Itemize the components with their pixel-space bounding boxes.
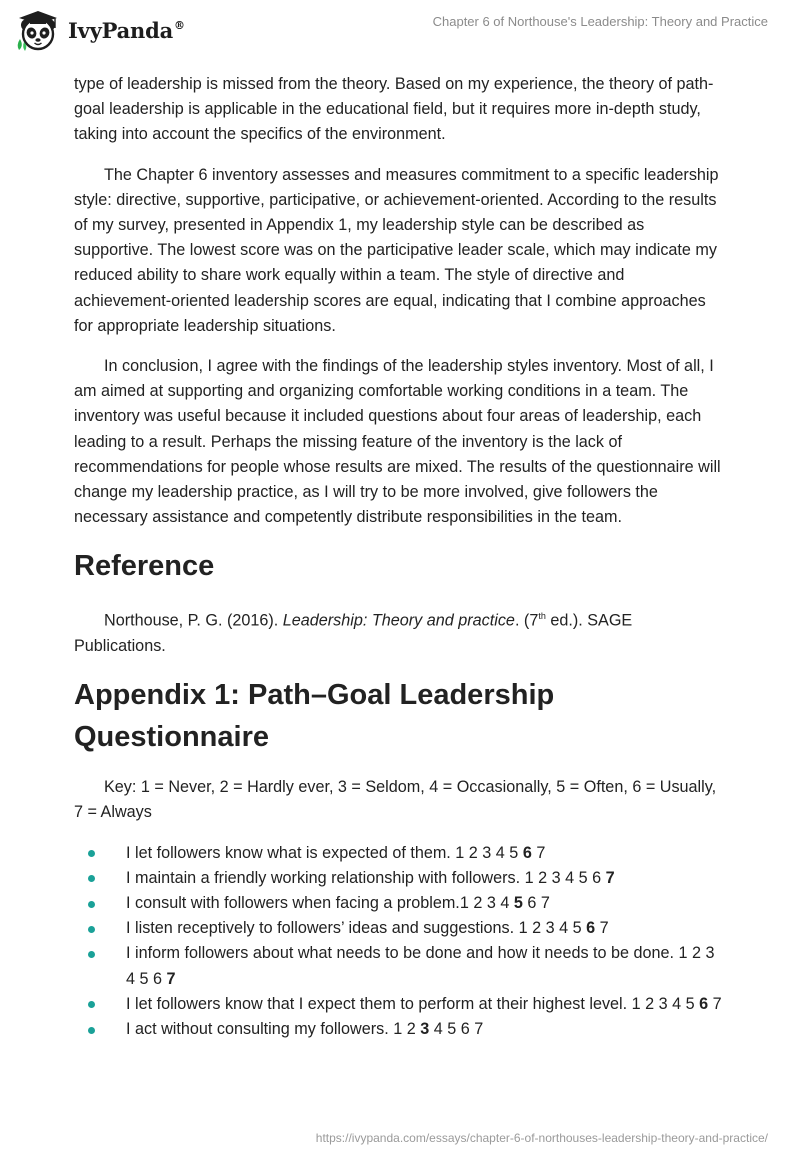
list-item: I inform followers about what needs to be done and how it needs to be done. 1 2 3 4 5 6 7 [74, 941, 726, 991]
bullet-icon [88, 850, 95, 857]
selected-score: 3 [420, 1020, 430, 1039]
reference-heading: Reference [74, 550, 215, 583]
bullet-icon [88, 951, 95, 958]
questionnaire-key: Key: 1 = Never, 2 = Hardly ever, 3 = Seldom, 4 = Occasionally, 5 = Often, 6 = Usually, 7 = Always [74, 778, 717, 822]
brand-name: IvyPanda® [68, 17, 185, 43]
bullet-icon [88, 875, 95, 882]
selected-score: 6 [522, 843, 532, 862]
selected-score: 7 [605, 868, 615, 887]
bullet-icon [88, 1027, 95, 1034]
selected-score: 7 [166, 969, 176, 988]
selected-score: 6 [699, 994, 709, 1013]
bullet-icon [88, 901, 95, 908]
book-title: Leadership: Theory and practice [282, 611, 515, 630]
panda-graduation-icon [16, 9, 62, 51]
list-item: I act without consulting my followers. 1 2 3 4 5 6 7 [74, 1017, 726, 1042]
ivypanda-logo[interactable] [16, 9, 185, 51]
list-item: I maintain a friendly working relationship with followers. 1 2 3 4 5 6 7 [74, 866, 726, 891]
essay-content [74, 72, 726, 1042]
reference-entry: Northouse, P. G. (2016). Leadership: Theory and practice. (7th ed.). SAGE Publications. [74, 611, 633, 656]
selected-score: 6 [586, 919, 596, 938]
questionnaire-list [74, 841, 726, 1043]
bullet-icon [88, 926, 95, 933]
registered-mark: ® [174, 18, 185, 32]
list-item: I consult with followers when facing a problem.1 2 3 4 5 6 7 [74, 891, 726, 916]
list-item: I listen receptively to followers’ ideas and suggestions. 1 2 3 4 5 6 7 [74, 916, 726, 941]
list-item: I let followers know what is expected of them. 1 2 3 4 5 6 7 [74, 841, 726, 866]
selected-score: 5 [513, 894, 523, 913]
appendix-heading: Appendix 1: Path–Goal Leadership Questionnaire [74, 679, 555, 754]
paragraph-continuation: type of leadership is missed from the theory. Based on my experience, the theory of path-goal leadership is applicable in the educational field, but it requires more in-depth study, taking into account the specifics of the environment. [74, 75, 714, 144]
paragraph-conclusion: In conclusion, I agree with the findings of the leadership styles inventory. Most of all, I am aimed at supporting and organizing comfortable working conditions in a team. The inventory was useful because it included questions about four areas of leadership, each leading to a result. Perhaps the missing feature of the inventory is the lack of recommendations for people whose results are mixed. The results of the questionnaire will change my leadership practice, as I will try to be more involved, give followers the necessary assistance and competently distribute responsibilities in the team. [74, 357, 721, 527]
document-title: Chapter 6 of Northouse's Leadership: Theory and Practice [432, 14, 768, 29]
source-url[interactable]: https://ivypanda.com/essays/chapter-6-of-northouses-leadership-theory-and-practice/ [315, 1131, 768, 1145]
page-header [0, 0, 800, 60]
paragraph-inventory: The Chapter 6 inventory assesses and measures commitment to a specific leadership style: directive, supportive, participative, or achievement-oriented. According to the results of my survey, presented in Appendix 1, my leadership style can be described as supportive. The lowest score was on the participative leader scale, which may indicate my reduced ability to share work equally within a team. The style of directive and achievement-oriented leadership scores are equal, indicating that I combine approaches for appropriate leadership situations. [74, 165, 719, 335]
bullet-icon [88, 1001, 95, 1008]
list-item: I let followers know that I expect them to perform at their highest level. 1 2 3 4 5 6 7 [74, 992, 726, 1017]
